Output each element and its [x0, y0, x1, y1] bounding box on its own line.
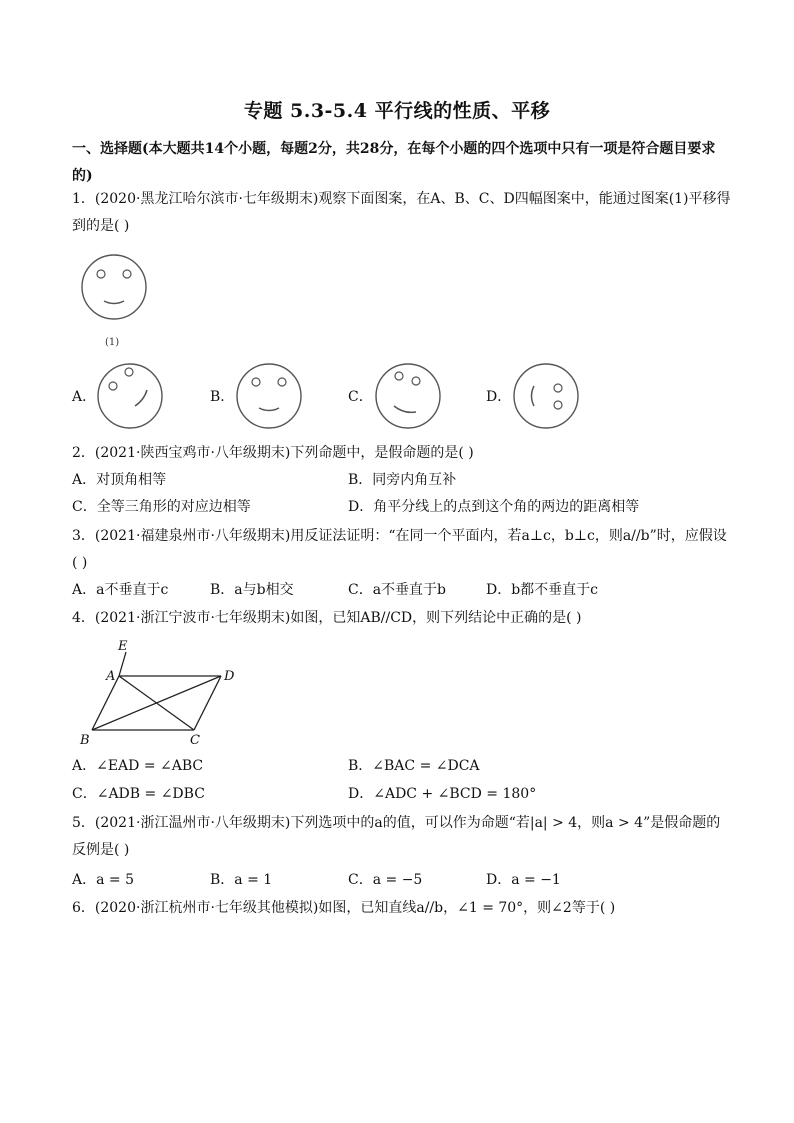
option-d-face-figure	[512, 362, 580, 430]
question-1-option-a[interactable]: A．	[72, 389, 97, 405]
question-5-option-c[interactable]: C．a = −5	[348, 872, 423, 888]
face-eye-top	[554, 384, 562, 392]
question-4-option-a[interactable]: A．∠EAD = ∠ABC	[72, 758, 204, 774]
face-mouth	[259, 408, 279, 411]
question-3-text: 3．(2021·福建泉州市·八年级期末)用反证法证明：“在同一个平面内，若a⊥c，b⊥c，则a//b”时，应假设( )	[72, 528, 727, 571]
question-5-option-d[interactable]: D．a = −1	[486, 872, 561, 888]
question-1-option-d[interactable]: D．	[486, 389, 512, 405]
face-outline	[376, 364, 440, 428]
question-5-option-b[interactable]: B．a = 1	[210, 872, 273, 888]
face-eye-right	[278, 378, 286, 386]
question-3-option-d[interactable]: D．b都不垂直于c	[486, 582, 599, 598]
section-header: 一、选择题(本大题共14个小题，每题2分，共28分，在每个小题的四个选项中只有一项是符合题目要求的)	[72, 141, 716, 184]
option-a-face-figure	[96, 362, 164, 430]
question-2-option-a[interactable]: A．对顶角相等	[72, 472, 167, 488]
question-2-option-b[interactable]: B．同旁内角互补	[348, 472, 457, 488]
question-4-parallelogram-figure	[74, 638, 244, 750]
question-5-option-a[interactable]: A．a = 5	[72, 872, 134, 888]
question-2-text: 2．(2021·陕西宝鸡市·八年级期末)下列命题中，是假命题的是( )	[72, 445, 474, 461]
face-mouth	[394, 406, 416, 412]
question-1-option-c[interactable]: C．	[348, 389, 373, 405]
option-c-face-figure	[374, 362, 442, 430]
question-4-option-b[interactable]: B．∠BAC = ∠DCA	[348, 758, 480, 774]
face-outline	[237, 364, 301, 428]
page-title: 专题 5.3-5.4 平行线的性质、平移	[243, 100, 551, 122]
question-1-option-b[interactable]: B．	[210, 389, 235, 405]
face-outline	[514, 364, 578, 428]
option-b-face-figure	[235, 362, 303, 430]
figure-label: (1)	[105, 337, 120, 348]
face-eye-right	[125, 368, 133, 376]
face-mouth	[104, 301, 124, 304]
question-3-option-c[interactable]: C．a不垂直于b	[348, 582, 447, 598]
face-eye-bottom	[554, 401, 562, 409]
ray-ae	[119, 652, 126, 676]
point-label-a: A	[106, 669, 116, 684]
question-5-text: 5．(2021·浙江温州市·八年级期末)下列选项中的a的值，可以作为命题“若|a| > 4，则a > 4”是假命题的反例是( )	[72, 815, 721, 858]
face-eye-left	[109, 382, 117, 390]
segment-ab	[92, 676, 119, 730]
face-eye-right	[412, 377, 420, 385]
point-label-b: B	[80, 733, 90, 748]
face-outline	[98, 364, 162, 428]
question-2-option-d[interactable]: D．角平分线上的点到这个角的两边的距离相等	[348, 499, 640, 515]
question-4-text: 4．(2021·浙江宁波市·七年级期末)如图，已知AB//CD，则下列结论中正确的是( )	[72, 610, 582, 626]
question-2-option-c[interactable]: C．全等三角形的对应边相等	[72, 499, 251, 515]
face-outline	[82, 255, 146, 319]
question-1-text: 1．(2020·黑龙江哈尔滨市·七年级期末)观察下面图案，在A、B、C、D四幅图案中，能通过图案(1)平移得到的是( )	[72, 191, 731, 234]
point-label-e: E	[118, 639, 128, 654]
question-3-option-a[interactable]: A．a不垂直于c	[72, 582, 169, 598]
face-mouth	[532, 386, 535, 406]
question-1-figure-1	[74, 254, 160, 354]
segment-dc	[194, 676, 221, 730]
question-4-option-d[interactable]: D．∠ADC + ∠BCD = 180°	[348, 786, 537, 802]
face-eye-left	[97, 270, 105, 278]
face-mouth	[135, 390, 147, 406]
question-6-text: 6．(2020·浙江杭州市·七年级其他模拟)如图，已知直线a//b，∠1 = 70°，则∠2等于( )	[72, 900, 616, 916]
face-eye-left	[252, 378, 260, 386]
face-eye-left	[395, 372, 403, 380]
diagonal-bd	[92, 676, 221, 730]
point-label-d: D	[224, 669, 235, 684]
face-eye-right	[123, 270, 131, 278]
question-4-option-c[interactable]: C．∠ADB = ∠DBC	[72, 786, 205, 802]
question-3-option-b[interactable]: B．a与b相交	[210, 582, 294, 598]
point-label-c: C	[190, 733, 200, 748]
